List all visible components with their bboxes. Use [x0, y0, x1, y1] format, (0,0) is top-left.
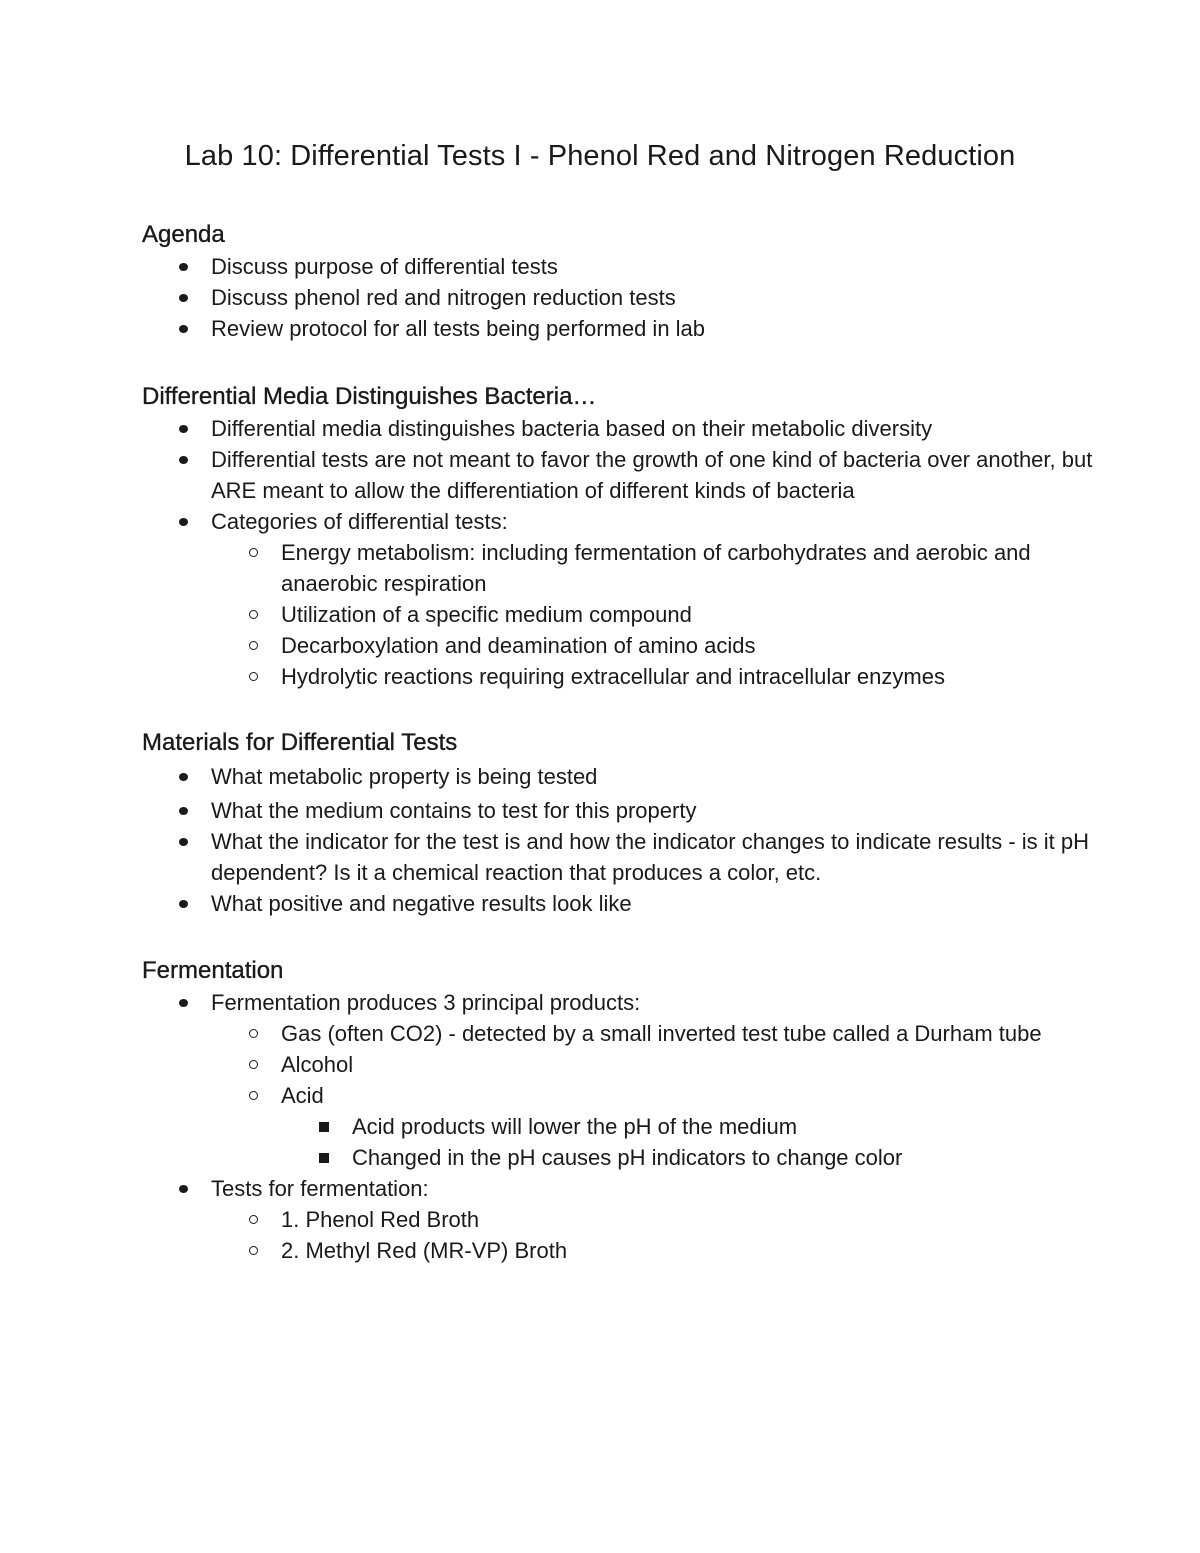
section-agenda [142, 219, 1102, 344]
agenda-list [142, 251, 1102, 344]
sublist-item-label: Acid [281, 1083, 324, 1108]
differential-media-list [142, 413, 1102, 692]
list-item [142, 506, 1102, 692]
sublist-item: Gas (often CO2) - detected by a small inverted test tube called a Durham tube [211, 1018, 1102, 1049]
list-item: Differential tests are not meant to favor the growth of one kind of bacteria over another, but ARE meant to allow the differentiation of different kinds of bacteria [142, 444, 1102, 506]
sublist-item: 2. Methyl Red (MR-VP) Broth [211, 1235, 1102, 1266]
list-item-label: Fermentation produces 3 principal products: [211, 990, 641, 1015]
sublist-item: Hydrolytic reactions requiring extracellular and intracellular enzymes [211, 661, 1102, 692]
list-item: Discuss phenol red and nitrogen reduction tests [142, 282, 1102, 313]
section-heading-differential-media: Differential Media Distinguishes Bacteria… [142, 383, 597, 410]
fermentation-list [142, 987, 1102, 1266]
sublist-item: Utilization of a specific medium compound [211, 599, 1102, 630]
list-item [142, 987, 1102, 1173]
sublist-item: 1. Phenol Red Broth [211, 1204, 1102, 1235]
categories-sublist [142, 537, 1102, 692]
list-item-label: Tests for fermentation: [211, 1176, 429, 1201]
tests-sublist [142, 1204, 1102, 1266]
detail-item: Acid products will lower the pH of the medium [281, 1111, 1102, 1142]
acid-details-sublist [211, 1111, 1102, 1173]
section-materials [142, 727, 1102, 919]
section-fermentation [142, 955, 1102, 1266]
list-item: What positive and negative results look like [142, 888, 1102, 919]
list-item: What metabolic property is being tested [142, 761, 1102, 792]
list-item: What the indicator for the test is and how the indicator changes to indicate results - is it pH dependent? Is it a chemical reaction that produces a color, etc. [142, 826, 1102, 888]
section-heading-materials: Materials for Differential Tests [142, 729, 458, 756]
list-item: Differential media distinguishes bacteria based on their metabolic diversity [142, 413, 1102, 444]
sublist-item: Alcohol [211, 1049, 1102, 1080]
list-item: What the medium contains to test for this property [142, 795, 1102, 826]
sublist-item [211, 1080, 1102, 1173]
list-item: Discuss purpose of differential tests [142, 251, 1102, 282]
section-heading-agenda: Agenda [142, 221, 225, 248]
sublist-item: Energy metabolism: including fermentation of carbohydrates and aerobic and anaerobic respiration [211, 537, 1102, 599]
materials-list [142, 761, 1102, 919]
list-item [142, 1173, 1102, 1266]
products-sublist [142, 1018, 1102, 1173]
page-title: Lab 10: Differential Tests I - Phenol Red and Nitrogen Reduction [184, 140, 1016, 172]
sublist-item: Decarboxylation and deamination of amino acids [211, 630, 1102, 661]
list-item-label: Categories of differential tests: [211, 509, 508, 534]
detail-item: Changed in the pH causes pH indicators to change color [281, 1142, 1102, 1173]
section-differential-media [142, 381, 1102, 692]
section-heading-fermentation: Fermentation [142, 957, 284, 984]
list-item: Review protocol for all tests being performed in lab [142, 313, 1102, 344]
